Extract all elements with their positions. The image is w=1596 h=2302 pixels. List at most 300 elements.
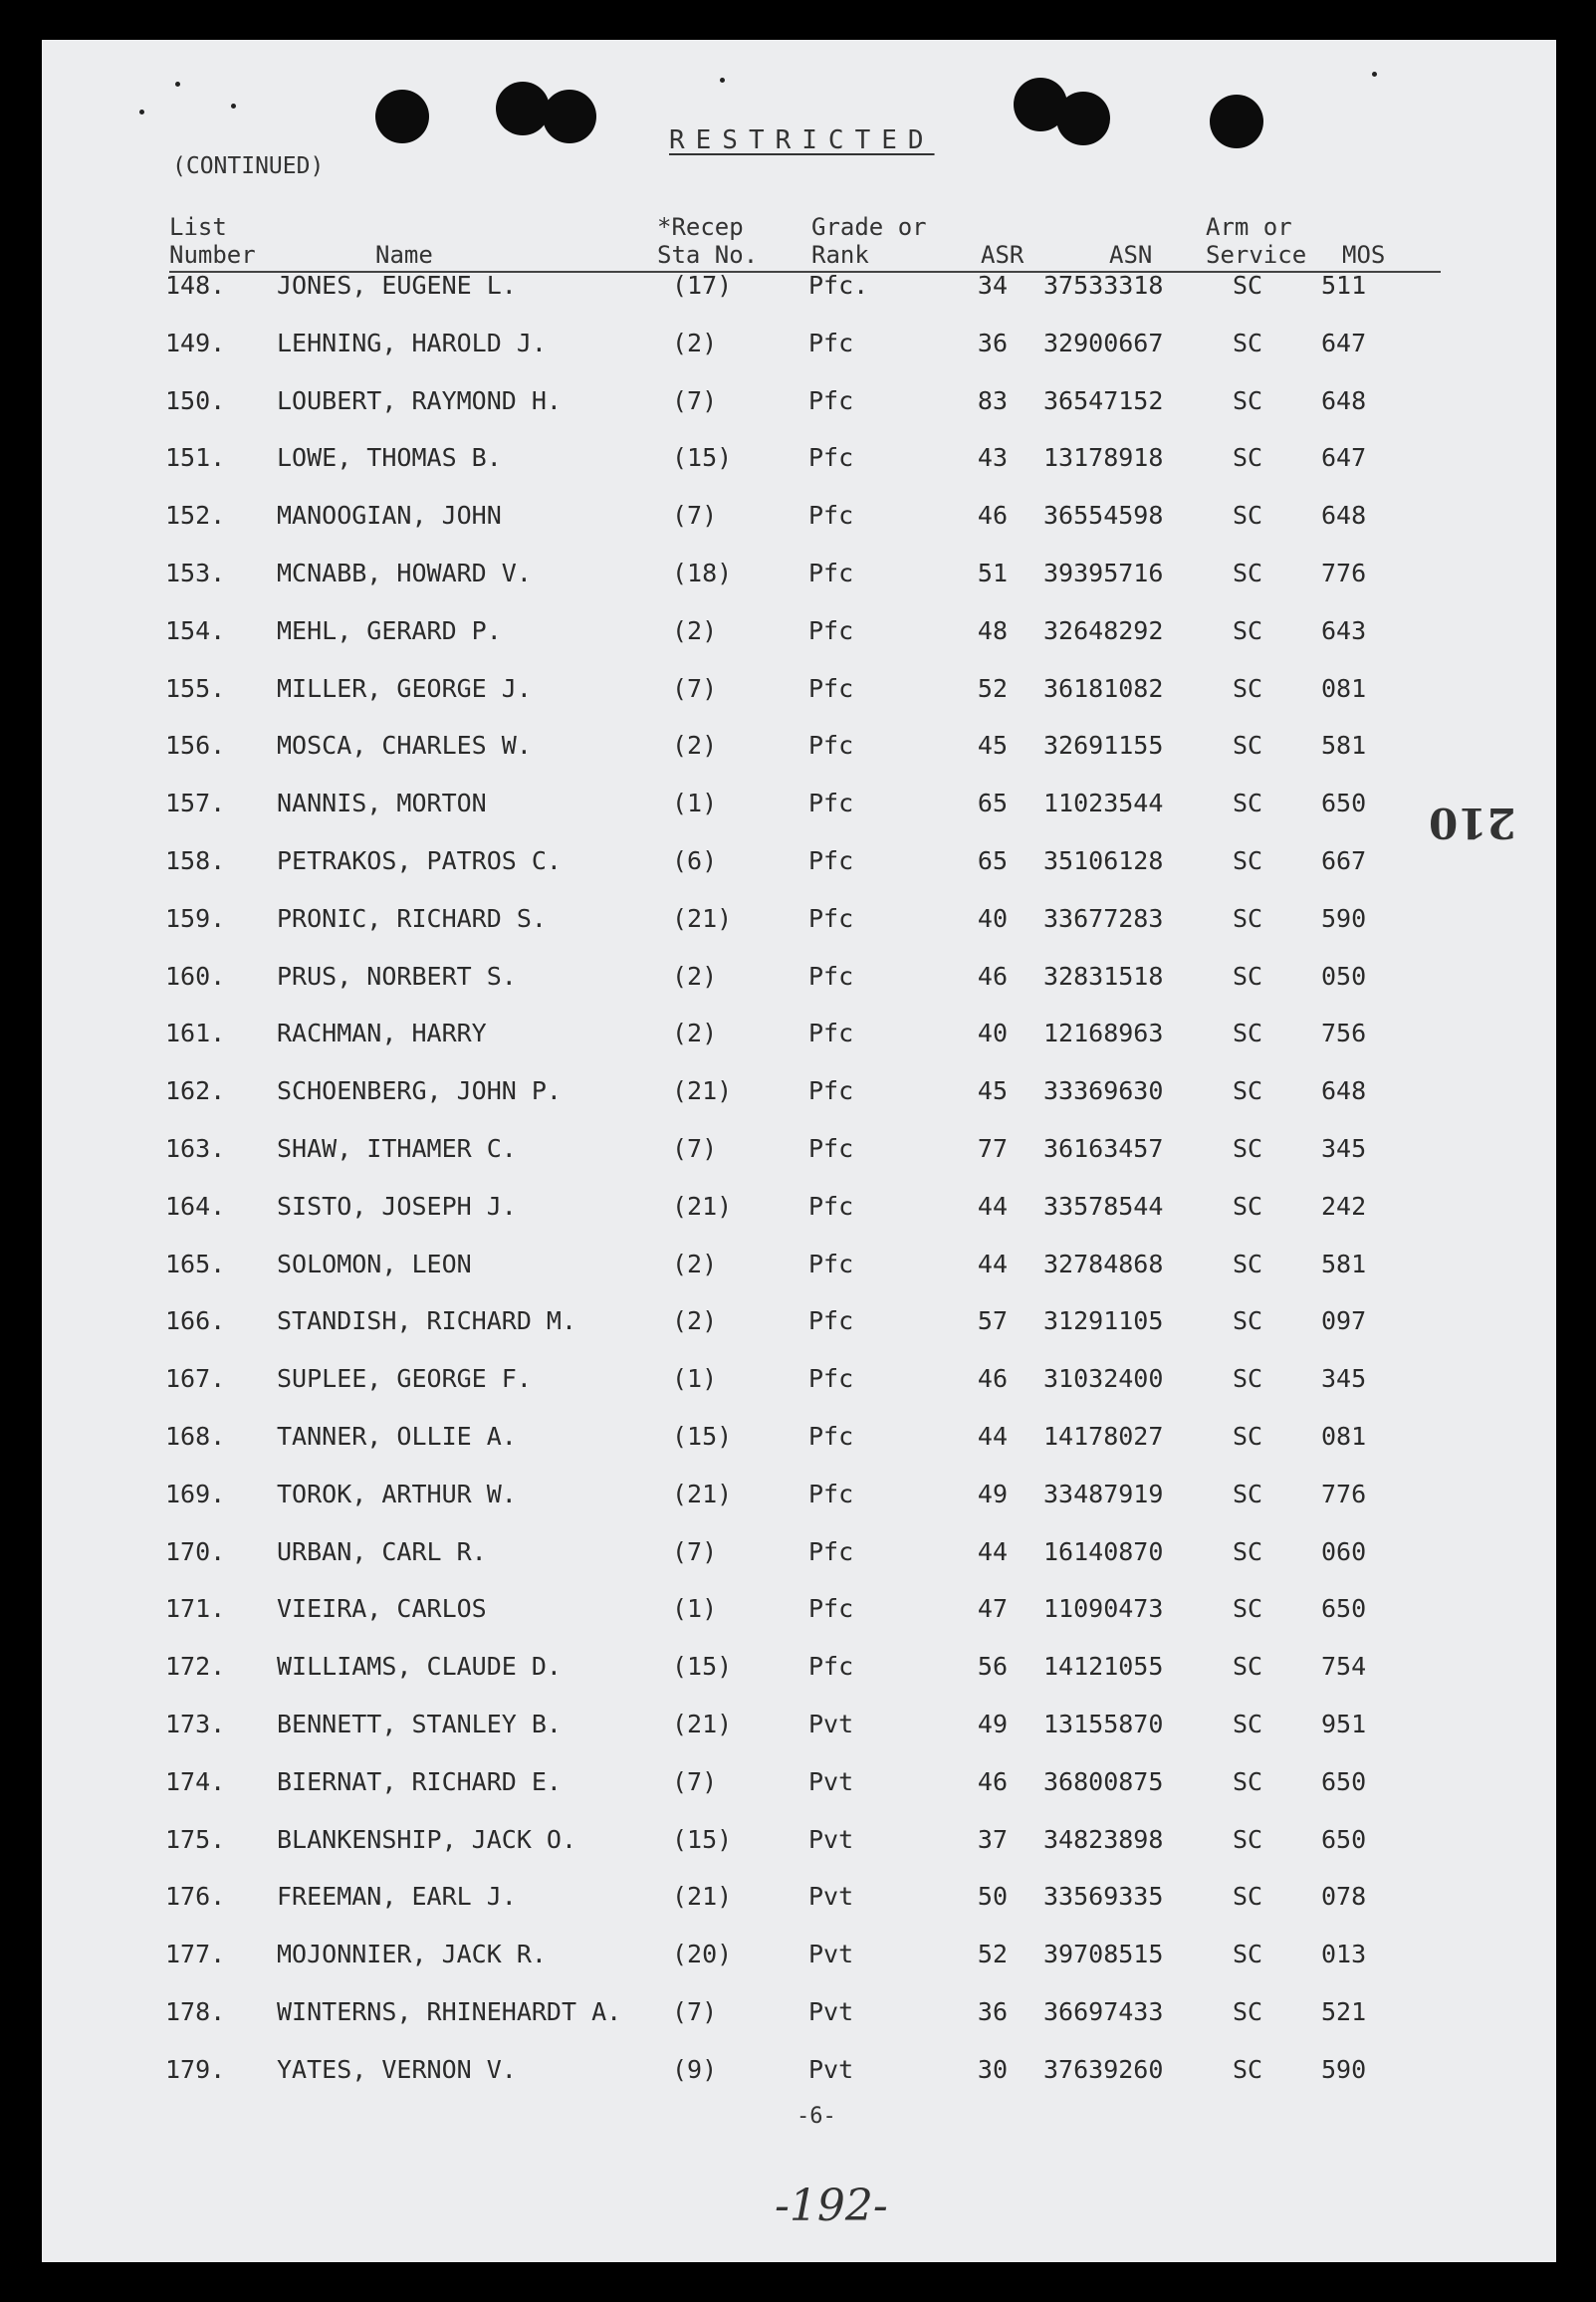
cell-num: 175.: [165, 1825, 226, 1854]
cell-asn: 33578544: [1043, 1192, 1164, 1221]
cell-mos: 590: [1321, 2055, 1367, 2084]
cell-sta: (7): [672, 1134, 718, 1163]
table-row: [0, 329, 1596, 368]
cell-arm: SC: [1233, 1192, 1263, 1221]
cell-mos: 667: [1321, 846, 1367, 875]
cell-mos: 081: [1321, 674, 1367, 703]
cell-arm: SC: [1233, 1076, 1263, 1105]
cell-rank: Pfc: [808, 1594, 854, 1623]
cell-sta: (7): [672, 674, 718, 703]
cell-name: MANOOGIAN, JOHN: [277, 501, 502, 530]
cell-asn: 11023544: [1043, 789, 1164, 817]
table-row: [0, 731, 1596, 771]
cell-arm: SC: [1233, 1652, 1263, 1681]
cell-asn: 33369630: [1043, 1076, 1164, 1105]
cell-arm: SC: [1233, 1422, 1263, 1451]
cell-sta: (7): [672, 1767, 718, 1796]
cell-num: 166.: [165, 1306, 226, 1335]
cell-asn: 36181082: [1043, 674, 1164, 703]
cell-mos: 650: [1321, 789, 1367, 817]
cell-arm: SC: [1233, 731, 1263, 760]
cell-rank: Pfc: [808, 674, 854, 703]
cell-num: 152.: [165, 501, 226, 530]
cell-name: PRUS, NORBERT S.: [277, 962, 517, 991]
table-row: [0, 1537, 1596, 1577]
cell-name: MOSCA, CHARLES W.: [277, 731, 532, 760]
cell-arm: SC: [1233, 1825, 1263, 1854]
table-row: [0, 1192, 1596, 1232]
cell-arm: SC: [1233, 1882, 1263, 1911]
header-name: Name: [375, 241, 433, 269]
cell-mos: 776: [1321, 1480, 1367, 1508]
cell-name: FREEMAN, EARL J.: [277, 1882, 517, 1911]
cell-arm: SC: [1233, 1997, 1263, 2026]
table-row: [0, 1306, 1596, 1346]
cell-rank: Pfc: [808, 1134, 854, 1163]
cell-mos: 581: [1321, 731, 1367, 760]
cell-num: 154.: [165, 616, 226, 645]
cell-arm: SC: [1233, 1306, 1263, 1335]
cell-name: MILLER, GEORGE J.: [277, 674, 532, 703]
cell-rank: Pvt: [808, 1825, 854, 1854]
cell-mos: 345: [1321, 1134, 1367, 1163]
cell-rank: Pvt: [808, 1997, 854, 2026]
cell-name: BLANKENSHIP, JACK O.: [277, 1825, 577, 1854]
cell-sta: (17): [672, 271, 733, 300]
cell-asn: 39395716: [1043, 559, 1164, 587]
cell-asr: 46: [977, 1364, 1008, 1393]
cell-asn: 34823898: [1043, 1825, 1164, 1854]
cell-asn: 32691155: [1043, 731, 1164, 760]
cell-arm: SC: [1233, 1940, 1263, 1968]
cell-sta: (15): [672, 1825, 733, 1854]
cell-name: SHAW, ITHAMER C.: [277, 1134, 517, 1163]
cell-rank: Pfc: [808, 846, 854, 875]
cell-num: 174.: [165, 1767, 226, 1796]
cell-rank: Pvt: [808, 1940, 854, 1968]
cell-asn: 12168963: [1043, 1019, 1164, 1047]
cell-name: SISTO, JOSEPH J.: [277, 1192, 517, 1221]
cell-rank: Pfc: [808, 616, 854, 645]
cell-asn: 33569335: [1043, 1882, 1164, 1911]
cell-asr: 36: [977, 329, 1008, 357]
cell-num: 163.: [165, 1134, 226, 1163]
cell-sta: (15): [672, 1652, 733, 1681]
header-mos: MOS: [1342, 241, 1386, 269]
cell-rank: Pfc: [808, 501, 854, 530]
cell-num: 172.: [165, 1652, 226, 1681]
cell-mos: 078: [1321, 1882, 1367, 1911]
cell-asr: 46: [977, 501, 1008, 530]
cell-sta: (15): [672, 1422, 733, 1451]
cell-num: 173.: [165, 1710, 226, 1738]
cell-rank: Pfc: [808, 731, 854, 760]
cell-name: TOROK, ARTHUR W.: [277, 1480, 517, 1508]
cell-name: PETRAKOS, PATROS C.: [277, 846, 562, 875]
cell-sta: (2): [672, 616, 718, 645]
cell-arm: SC: [1233, 1134, 1263, 1163]
table-row: [0, 1652, 1596, 1692]
cell-asr: 34: [977, 271, 1008, 300]
cell-rank: Pfc: [808, 1306, 854, 1335]
table-row: [0, 674, 1596, 714]
cell-arm: SC: [1233, 904, 1263, 933]
table-row: [0, 559, 1596, 598]
cell-sta: (2): [672, 962, 718, 991]
table-row: [0, 1767, 1596, 1807]
cell-arm: SC: [1233, 1594, 1263, 1623]
table-row: [0, 501, 1596, 541]
cell-name: SCHOENBERG, JOHN P.: [277, 1076, 562, 1105]
cell-asr: 50: [977, 1882, 1008, 1911]
table-row: [0, 2055, 1596, 2095]
cell-rank: Pfc: [808, 559, 854, 587]
cell-asn: 31032400: [1043, 1364, 1164, 1393]
cell-arm: SC: [1233, 501, 1263, 530]
table-row: [0, 1594, 1596, 1634]
cell-asn: 36554598: [1043, 501, 1164, 530]
cell-num: 148.: [165, 271, 226, 300]
cell-sta: (6): [672, 846, 718, 875]
cell-mos: 097: [1321, 1306, 1367, 1335]
cell-asr: 30: [977, 2055, 1008, 2084]
speck: [175, 82, 180, 87]
handwritten-page-number: -192-: [775, 2181, 888, 2231]
cell-name: MEHL, GERARD P.: [277, 616, 502, 645]
cell-rank: Pfc: [808, 1652, 854, 1681]
cell-asr: 48: [977, 616, 1008, 645]
cell-mos: 650: [1321, 1767, 1367, 1796]
cell-arm: SC: [1233, 1480, 1263, 1508]
cell-asr: 44: [977, 1250, 1008, 1278]
cell-num: 161.: [165, 1019, 226, 1047]
cell-rank: Pvt: [808, 1767, 854, 1796]
cell-asr: 57: [977, 1306, 1008, 1335]
cell-rank: Pfc: [808, 443, 854, 472]
cell-mos: 511: [1321, 271, 1367, 300]
cell-sta: (21): [672, 1480, 733, 1508]
table-row: [0, 1250, 1596, 1289]
cell-asr: 45: [977, 731, 1008, 760]
cell-asn: 36800875: [1043, 1767, 1164, 1796]
cell-num: 179.: [165, 2055, 226, 2084]
cell-asn: 16140870: [1043, 1537, 1164, 1566]
header-arm-service: Arm or Service: [1206, 213, 1307, 269]
cell-sta: (21): [672, 1710, 733, 1738]
cell-asn: 13155870: [1043, 1710, 1164, 1738]
cell-num: 157.: [165, 789, 226, 817]
header-recep-sta: *Recep Sta No.: [657, 213, 759, 269]
cell-asr: 44: [977, 1537, 1008, 1566]
cell-asr: 40: [977, 1019, 1008, 1047]
speck: [720, 78, 725, 83]
cell-mos: 648: [1321, 386, 1367, 415]
cell-asn: 32784868: [1043, 1250, 1164, 1278]
cell-asr: 45: [977, 1076, 1008, 1105]
cell-asn: 36547152: [1043, 386, 1164, 415]
table-row: [0, 1882, 1596, 1922]
cell-name: BENNETT, STANLEY B.: [277, 1710, 562, 1738]
cell-mos: 050: [1321, 962, 1367, 991]
cell-sta: (1): [672, 789, 718, 817]
cell-num: 149.: [165, 329, 226, 357]
table-row: [0, 962, 1596, 1002]
cell-asr: 52: [977, 674, 1008, 703]
cell-mos: 648: [1321, 1076, 1367, 1105]
cell-asr: 49: [977, 1480, 1008, 1508]
cell-sta: (21): [672, 1076, 733, 1105]
cell-mos: 756: [1321, 1019, 1367, 1047]
cell-rank: Pfc: [808, 1537, 854, 1566]
cell-arm: SC: [1233, 962, 1263, 991]
cell-asn: 32648292: [1043, 616, 1164, 645]
cell-rank: Pvt: [808, 2055, 854, 2084]
cell-rank: Pfc.: [808, 271, 869, 300]
table-row: [0, 386, 1596, 426]
continued-label: (CONTINUED): [172, 153, 325, 179]
speck: [1372, 72, 1377, 77]
punch-hole-6: [1210, 95, 1263, 148]
cell-arm: SC: [1233, 1767, 1263, 1796]
cell-sta: (9): [672, 2055, 718, 2084]
cell-rank: Pfc: [808, 1019, 854, 1047]
cell-asr: 65: [977, 789, 1008, 817]
cell-sta: (2): [672, 1019, 718, 1047]
cell-arm: SC: [1233, 271, 1263, 300]
punch-hole-1: [375, 90, 429, 143]
table-row: [0, 1825, 1596, 1865]
cell-name: JONES, EUGENE L.: [277, 271, 517, 300]
cell-rank: Pfc: [808, 1480, 854, 1508]
cell-asn: 32831518: [1043, 962, 1164, 991]
cell-rank: Pfc: [808, 386, 854, 415]
cell-name: TANNER, OLLIE A.: [277, 1422, 517, 1451]
cell-rank: Pfc: [808, 904, 854, 933]
cell-num: 162.: [165, 1076, 226, 1105]
cell-asn: 36697433: [1043, 1997, 1164, 2026]
table-row: [0, 1480, 1596, 1519]
cell-mos: 647: [1321, 443, 1367, 472]
cell-name: LOWE, THOMAS B.: [277, 443, 502, 472]
table-row: [0, 1710, 1596, 1749]
cell-arm: SC: [1233, 1537, 1263, 1566]
cell-num: 168.: [165, 1422, 226, 1451]
cell-num: 178.: [165, 1997, 226, 2026]
punch-hole-2: [496, 82, 550, 135]
cell-mos: 776: [1321, 559, 1367, 587]
cell-rank: Pfc: [808, 1076, 854, 1105]
cell-asn: 11090473: [1043, 1594, 1164, 1623]
cell-asr: 65: [977, 846, 1008, 875]
cell-name: WINTERNS, RHINEHARDT A.: [277, 1997, 622, 2026]
cell-arm: SC: [1233, 616, 1263, 645]
cell-asr: 83: [977, 386, 1008, 415]
cell-num: 167.: [165, 1364, 226, 1393]
cell-asn: 13178918: [1043, 443, 1164, 472]
cell-num: 155.: [165, 674, 226, 703]
cell-sta: (7): [672, 1997, 718, 2026]
cell-mos: 242: [1321, 1192, 1367, 1221]
header-asr: ASR: [981, 241, 1025, 269]
cell-mos: 521: [1321, 1997, 1367, 2026]
cell-asr: 44: [977, 1422, 1008, 1451]
cell-name: SOLOMON, LEON: [277, 1250, 472, 1278]
cell-sta: (21): [672, 904, 733, 933]
cell-mos: 647: [1321, 329, 1367, 357]
punch-hole-5: [1056, 92, 1110, 145]
cell-asr: 46: [977, 1767, 1008, 1796]
cell-rank: Pvt: [808, 1882, 854, 1911]
cell-num: 169.: [165, 1480, 226, 1508]
cell-name: WILLIAMS, CLAUDE D.: [277, 1652, 562, 1681]
table-row: [0, 271, 1596, 311]
cell-asr: 49: [977, 1710, 1008, 1738]
cell-name: LEHNING, HAROLD J.: [277, 329, 547, 357]
cell-num: 153.: [165, 559, 226, 587]
cell-mos: 081: [1321, 1422, 1367, 1451]
speck: [139, 110, 144, 115]
cell-asn: 36163457: [1043, 1134, 1164, 1163]
cell-asr: 43: [977, 443, 1008, 472]
table-row: [0, 789, 1596, 828]
cell-sta: (1): [672, 1364, 718, 1393]
table-row: [0, 1134, 1596, 1174]
cell-rank: Pfc: [808, 1192, 854, 1221]
cell-name: BIERNAT, RICHARD E.: [277, 1767, 562, 1796]
speck: [231, 104, 236, 109]
cell-rank: Pvt: [808, 1710, 854, 1738]
cell-sta: (20): [672, 1940, 733, 1968]
cell-asn: 37639260: [1043, 2055, 1164, 2084]
cell-mos: 013: [1321, 1940, 1367, 1968]
cell-name: YATES, VERNON V.: [277, 2055, 517, 2084]
cell-arm: SC: [1233, 846, 1263, 875]
cell-num: 158.: [165, 846, 226, 875]
cell-mos: 754: [1321, 1652, 1367, 1681]
cell-asr: 37: [977, 1825, 1008, 1854]
cell-asr: 47: [977, 1594, 1008, 1623]
cell-sta: (7): [672, 501, 718, 530]
cell-asn: 14121055: [1043, 1652, 1164, 1681]
cell-arm: SC: [1233, 789, 1263, 817]
cell-rank: Pfc: [808, 1364, 854, 1393]
table-row: [0, 904, 1596, 944]
cell-asr: 52: [977, 1940, 1008, 1968]
cell-mos: 345: [1321, 1364, 1367, 1393]
cell-mos: 951: [1321, 1710, 1367, 1738]
cell-num: 156.: [165, 731, 226, 760]
cell-asn: 39708515: [1043, 1940, 1164, 1968]
cell-sta: (2): [672, 1250, 718, 1278]
table-row: [0, 1019, 1596, 1058]
table-row: [0, 616, 1596, 656]
cell-asr: 40: [977, 904, 1008, 933]
cell-num: 160.: [165, 962, 226, 991]
table-row: [0, 443, 1596, 483]
cell-num: 170.: [165, 1537, 226, 1566]
cell-name: SUPLEE, GEORGE F.: [277, 1364, 532, 1393]
cell-name: STANDISH, RICHARD M.: [277, 1306, 577, 1335]
cell-arm: SC: [1233, 1710, 1263, 1738]
cell-arm: SC: [1233, 1250, 1263, 1278]
cell-asr: 51: [977, 559, 1008, 587]
cell-sta: (21): [672, 1882, 733, 1911]
table-row: [0, 1422, 1596, 1462]
cell-mos: 581: [1321, 1250, 1367, 1278]
cell-name: PRONIC, RICHARD S.: [277, 904, 547, 933]
cell-mos: 650: [1321, 1594, 1367, 1623]
cell-arm: SC: [1233, 674, 1263, 703]
cell-rank: Pfc: [808, 962, 854, 991]
cell-sta: (1): [672, 1594, 718, 1623]
table-row: [0, 1076, 1596, 1116]
cell-name: MCNABB, HOWARD V.: [277, 559, 532, 587]
cell-mos: 643: [1321, 616, 1367, 645]
cell-asn: 32900667: [1043, 329, 1164, 357]
table-row: [0, 1364, 1596, 1404]
cell-mos: 650: [1321, 1825, 1367, 1854]
cell-sta: (21): [672, 1192, 733, 1221]
cell-asn: 31291105: [1043, 1306, 1164, 1335]
cell-sta: (2): [672, 1306, 718, 1335]
cell-num: 151.: [165, 443, 226, 472]
cell-num: 171.: [165, 1594, 226, 1623]
cell-asn: 35106128: [1043, 846, 1164, 875]
cell-mos: 060: [1321, 1537, 1367, 1566]
cell-rank: Pfc: [808, 789, 854, 817]
cell-num: 159.: [165, 904, 226, 933]
cell-arm: SC: [1233, 1364, 1263, 1393]
header-asn: ASN: [1109, 241, 1153, 269]
cell-name: LOUBERT, RAYMOND H.: [277, 386, 562, 415]
cell-asn: 33487919: [1043, 1480, 1164, 1508]
restricted-heading: RESTRICTED: [669, 125, 935, 155]
cell-rank: Pfc: [808, 1422, 854, 1451]
cell-num: 150.: [165, 386, 226, 415]
cell-sta: (2): [672, 731, 718, 760]
cell-sta: (15): [672, 443, 733, 472]
punch-hole-3: [543, 90, 596, 143]
cell-num: 177.: [165, 1940, 226, 1968]
page-number: -6-: [797, 2104, 836, 2129]
cell-arm: SC: [1233, 386, 1263, 415]
cell-arm: SC: [1233, 559, 1263, 587]
cell-arm: SC: [1233, 329, 1263, 357]
cell-rank: Pfc: [808, 329, 854, 357]
cell-asr: 56: [977, 1652, 1008, 1681]
cell-arm: SC: [1233, 2055, 1263, 2084]
cell-name: NANNIS, MORTON: [277, 789, 487, 817]
cell-asn: 14178027: [1043, 1422, 1164, 1451]
cell-name: VIEIRA, CARLOS: [277, 1594, 487, 1623]
cell-num: 176.: [165, 1882, 226, 1911]
cell-name: RACHMAN, HARRY: [277, 1019, 487, 1047]
cell-sta: (7): [672, 1537, 718, 1566]
cell-num: 164.: [165, 1192, 226, 1221]
cell-arm: SC: [1233, 443, 1263, 472]
cell-asr: 44: [977, 1192, 1008, 1221]
header-grade-rank: Grade or Rank: [811, 213, 927, 269]
cell-name: MOJONNIER, JACK R.: [277, 1940, 547, 1968]
cell-mos: 648: [1321, 501, 1367, 530]
cell-name: URBAN, CARL R.: [277, 1537, 487, 1566]
cell-asn: 33677283: [1043, 904, 1164, 933]
cell-mos: 590: [1321, 904, 1367, 933]
table-row: [0, 846, 1596, 886]
cell-num: 165.: [165, 1250, 226, 1278]
cell-asn: 37533318: [1043, 271, 1164, 300]
table-row: [0, 1940, 1596, 1979]
